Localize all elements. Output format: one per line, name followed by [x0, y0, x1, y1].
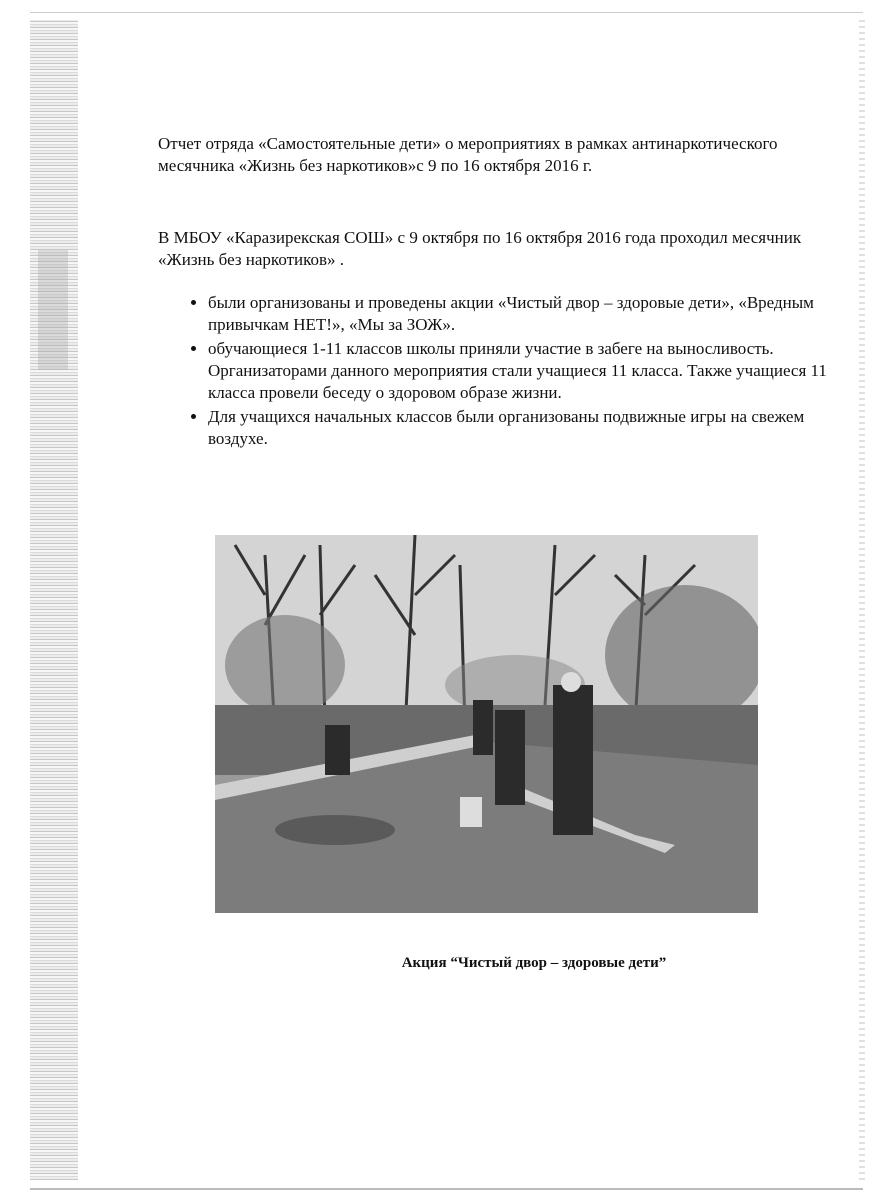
scan-noise-right — [859, 20, 865, 1180]
photo-caption: Акция “Чистый двор – здоровые дети” — [401, 955, 667, 971]
intro-paragraph: В МБОУ «Каразирекская СОШ» с 9 октября по 16 октября 2016 года проходил месячник «Жизнь без наркотиков» . — [158, 228, 802, 269]
event-photo — [215, 535, 758, 913]
scan-border-top — [30, 12, 863, 13]
list-item: • Для учащихся начальных классов были организованы подвижные игры на свежем воздухе. — [208, 406, 848, 450]
scan-noise-patch — [38, 250, 68, 370]
activities-list — [180, 292, 848, 452]
scan-noise-left — [30, 20, 78, 1180]
list-item: • были организованы и проведены акции «Чистый двор – здоровые дети», «Вредным привычкам НЕТ!», «Мы за ЗОЖ». — [208, 292, 848, 336]
report-title: Отчет отряда «Самостоятельные дети» о мероприятиях в рамках антинаркотического месячника «Жизнь без наркотиков»с 9 по 16 октября 2016 г. — [158, 134, 778, 175]
list-item: • обучающиеся 1-11 классов школы приняли участие в забеге на выносливость. Организаторами данного мероприятия стали учащиеся 11 класса. Также учащиеся 11 класса провели беседу о здоровом образе жизни. — [208, 338, 848, 404]
scan-border-bottom — [30, 1188, 863, 1190]
